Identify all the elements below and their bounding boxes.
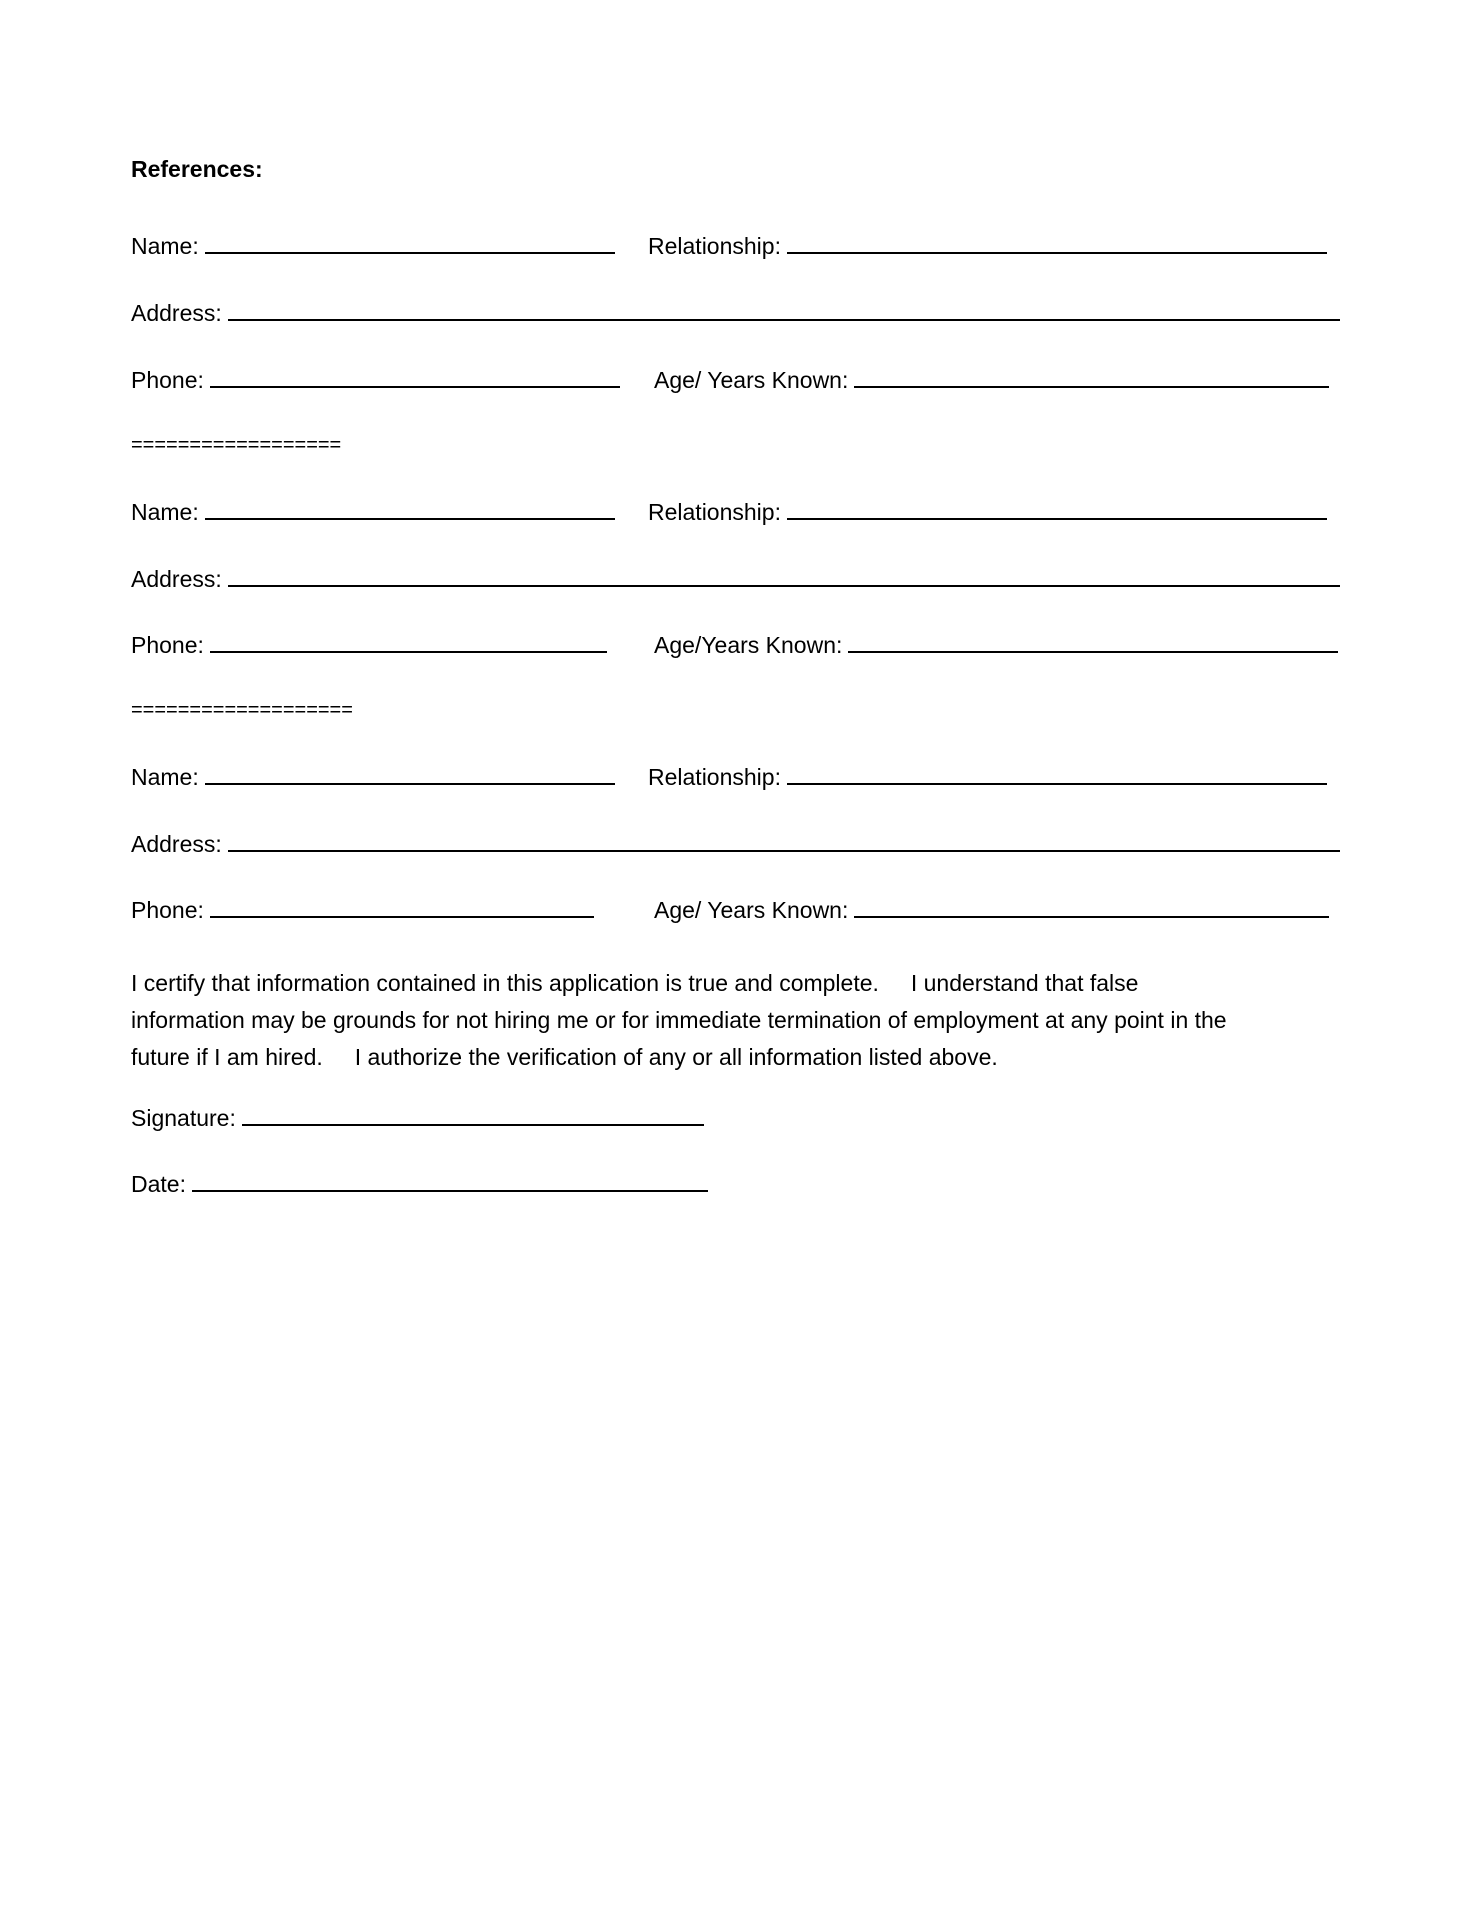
name-input-line[interactable] xyxy=(205,782,615,785)
address-label: Address: xyxy=(131,831,222,857)
certification-statement xyxy=(131,965,1361,1076)
separator-1: ================== xyxy=(131,434,342,456)
address-field-3[interactable] xyxy=(131,833,1340,856)
years-known-input-line[interactable] xyxy=(854,915,1329,918)
relationship-field-2[interactable] xyxy=(648,501,1327,524)
relationship-input-line[interactable] xyxy=(787,517,1327,520)
signature-field[interactable] xyxy=(131,1107,704,1130)
phone-input-line[interactable] xyxy=(210,650,607,653)
date-field[interactable] xyxy=(131,1173,708,1196)
signature-input-line[interactable] xyxy=(242,1123,704,1126)
address-input-line[interactable] xyxy=(228,318,1340,321)
relationship-field-3[interactable] xyxy=(648,766,1327,789)
address-field-2[interactable] xyxy=(131,568,1340,591)
name-field-2[interactable] xyxy=(131,501,615,524)
years-known-label: Age/Years Known: xyxy=(654,632,843,658)
name-label: Name: xyxy=(131,499,199,525)
relationship-label: Relationship: xyxy=(648,764,781,790)
name-label: Name: xyxy=(131,764,199,790)
phone-input-line[interactable] xyxy=(210,385,620,388)
relationship-input-line[interactable] xyxy=(787,251,1327,254)
name-input-line[interactable] xyxy=(205,251,615,254)
years-known-input-line[interactable] xyxy=(848,650,1338,653)
name-field-3[interactable] xyxy=(131,766,615,789)
separator-2: =================== xyxy=(131,699,353,721)
phone-field-1[interactable] xyxy=(131,369,620,392)
certification-line-2: information may be grounds for not hiring me or for immediate termination of employment at any point in the xyxy=(131,1007,1227,1033)
phone-input-line[interactable] xyxy=(210,915,594,918)
years-known-input-line[interactable] xyxy=(854,385,1329,388)
date-input-line[interactable] xyxy=(192,1189,708,1192)
references-heading: References: xyxy=(131,156,263,182)
phone-field-3[interactable] xyxy=(131,899,594,922)
address-field-1[interactable] xyxy=(131,302,1340,325)
years-known-label: Age/ Years Known: xyxy=(654,367,849,393)
relationship-input-line[interactable] xyxy=(787,782,1327,785)
certification-line-3: future if I am hired. I authorize the verification of any or all information listed above. xyxy=(131,1044,998,1070)
date-label: Date: xyxy=(131,1171,186,1197)
name-input-line[interactable] xyxy=(205,517,615,520)
address-input-line[interactable] xyxy=(228,584,1340,587)
address-label: Address: xyxy=(131,300,222,326)
relationship-label: Relationship: xyxy=(648,499,781,525)
name-label: Name: xyxy=(131,233,199,259)
certification-line-1: I certify that information contained in this application is true and complete. I understand that false xyxy=(131,970,1139,996)
relationship-field-1[interactable] xyxy=(648,235,1327,258)
phone-label: Phone: xyxy=(131,367,204,393)
phone-label: Phone: xyxy=(131,632,204,658)
name-field-1[interactable] xyxy=(131,235,615,258)
phone-field-2[interactable] xyxy=(131,634,607,657)
years-known-label: Age/ Years Known: xyxy=(654,897,849,923)
phone-label: Phone: xyxy=(131,897,204,923)
years-known-field-1[interactable] xyxy=(654,369,1329,392)
relationship-label: Relationship: xyxy=(648,233,781,259)
years-known-field-2[interactable] xyxy=(654,634,1338,657)
signature-label: Signature: xyxy=(131,1105,236,1131)
address-label: Address: xyxy=(131,566,222,592)
address-input-line[interactable] xyxy=(228,849,1340,852)
years-known-field-3[interactable] xyxy=(654,899,1329,922)
